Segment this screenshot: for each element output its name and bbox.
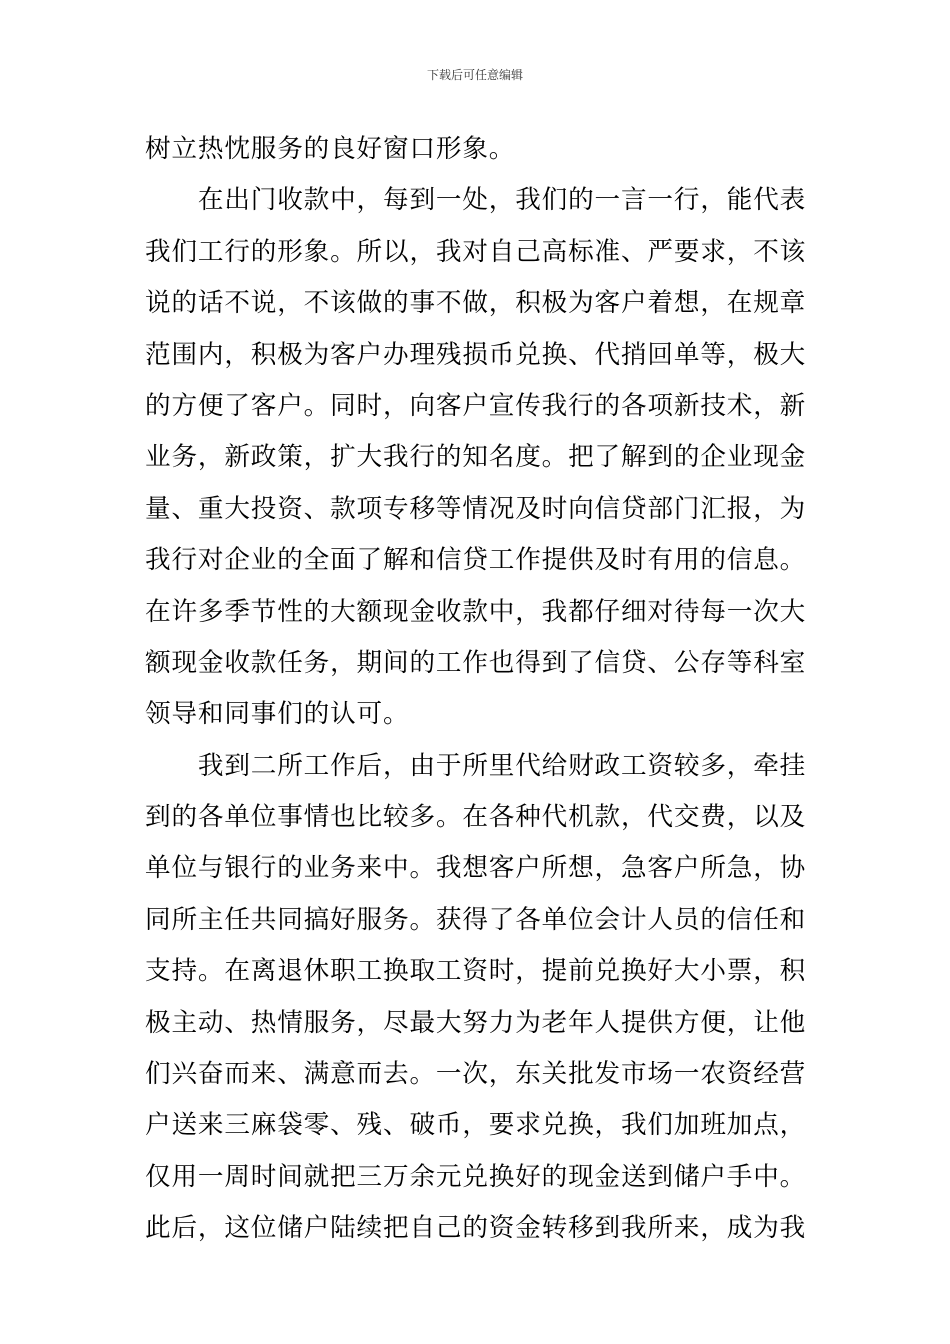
- text-line: 在出门收款中，每到一处，我们的一言一行，能代表: [145, 185, 807, 216]
- text-line: 树立热忱服务的良好窗口形象。: [145, 134, 516, 164]
- text-line: 范围内，积极为客户办理残损币兑换、代捎回单等，极大: [145, 339, 807, 370]
- text-line: 仅用一周时间就把三万余元兑换好的现金送到储户手中。: [145, 1161, 807, 1192]
- text-line: 单位与银行的业务来中。我想客户所想，急客户所急，协: [145, 853, 807, 884]
- text-line: 们兴奋而来、满意而去。一次，东关批发市场一农资经营: [145, 1059, 807, 1090]
- text-line: 极主动、热情服务，尽最大努力为老年人提供方便，让他: [145, 1007, 807, 1038]
- text-line: 领导和同事们的认可。: [145, 699, 410, 730]
- text-line: 户送来三麻袋零、残、破币，要求兑换，我们加班加点，: [145, 1110, 807, 1141]
- text-line: 我行对企业的全面了解和信贷工作提供及时有用的信息。: [145, 545, 807, 576]
- text-line: 在许多季节性的大额现金收款中，我都仔细对待每一次大: [145, 596, 807, 627]
- text-line: 支持。在离退休职工换取工资时，提前兑换好大小票，积: [145, 956, 807, 987]
- text-line: 业务，新政策，扩大我行的知名度。把了解到的企业现金: [145, 442, 807, 473]
- text-line: 量、重大投资、款项专移等情况及时向信贷部门汇报，为: [145, 493, 807, 524]
- text-line: 同所主任共同搞好服务。获得了各单位会计人员的信任和: [145, 904, 807, 935]
- text-line: 额现金收款任务，期间的工作也得到了信贷、公存等科室: [145, 647, 807, 678]
- body-text: [145, 124, 810, 1255]
- text-line: 我到二所工作后，由于所里代给财政工资较多，牵挂: [145, 750, 807, 781]
- text-line: 的方便了客户。同时，向客户宣传我行的各项新技术，新: [145, 390, 807, 421]
- page-header: 下载后可任意编辑: [426, 68, 523, 82]
- text-line: 此后，这位储户陆续把自己的资金转移到我所来，成为我: [145, 1213, 807, 1244]
- text-line: 我们工行的形象。所以，我对自己高标准、严要求，不该: [145, 236, 807, 267]
- text-line: 到的各单位事情也比较多。在各种代机款，代交费，以及: [145, 802, 807, 833]
- text-line: 说的话不说，不该做的事不做，积极为客户着想，在规章: [145, 288, 807, 319]
